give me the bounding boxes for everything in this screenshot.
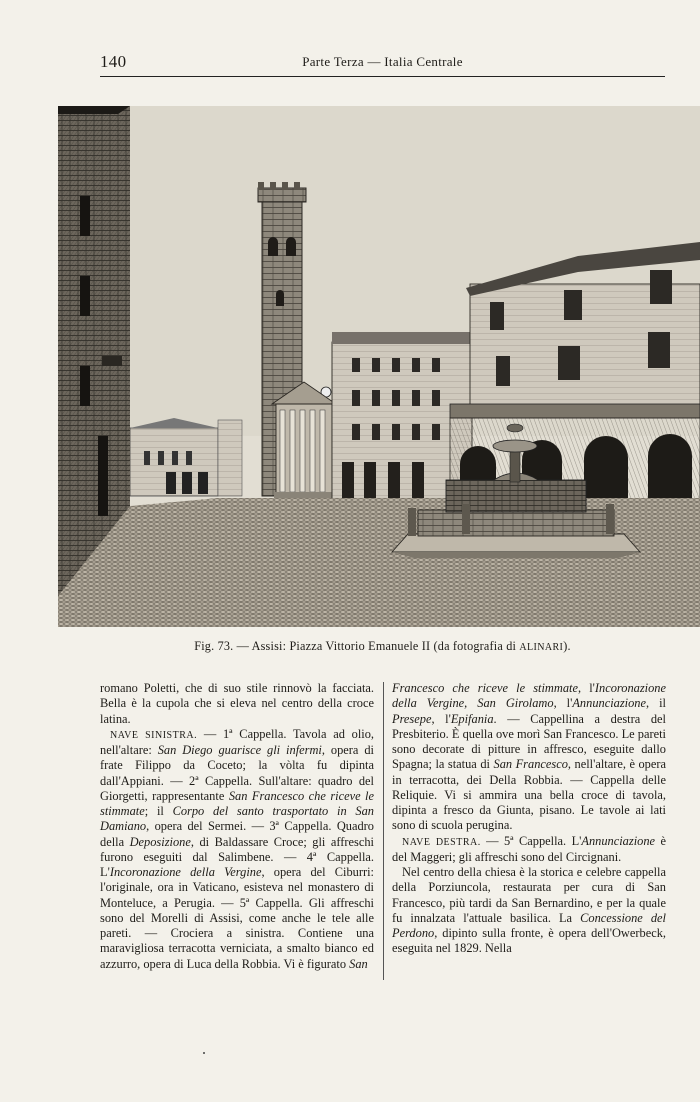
caption-credit: ALINARI — [519, 642, 564, 653]
artwork-title: San — [349, 956, 368, 971]
text-run: . — Cappellina a destra del Presbiterio. È quella ove morì San Francesco. Le pareti sono decorate di pitture in affresco, eseguite dallo Spagna; la statua di — [392, 711, 666, 772]
figure-engraving — [58, 106, 700, 627]
paragraph — [392, 681, 666, 834]
column-rule — [383, 682, 384, 980]
text-run: , opera del Sermei. — 3ª Cappella. Quadro della — [100, 819, 374, 849]
paper-speck — [203, 1052, 205, 1054]
artwork-title: Francesco che riceve le stimmate — [392, 681, 578, 695]
caption-text: Fig. 73. — Assisi: Piazza Vittorio Emanuele II (da fotografia di — [194, 639, 520, 653]
artwork-title: Corpo del santo trasportato in San Damiano — [100, 804, 374, 834]
text-run: , l' — [577, 681, 595, 695]
left-column — [100, 681, 374, 972]
paragraph: romano Poletti, che di suo stile rinnovò la facciata. Bella è la cupola che si eleva nel centro della croce latina. — [100, 681, 374, 726]
artwork-title: San Francesco che riceve le stimmate — [100, 788, 374, 818]
right-column — [392, 681, 666, 957]
paragraph-porziuncola — [392, 865, 666, 957]
paragraph-nave-sinistra — [100, 727, 374, 972]
text-run: , nell'altare, è opera in terracotta, dei Della Robbia. — Cappella delle Reliquie. Vi si ammira una bella croce di tavola, dipinta a fresco da Giunta, pisano. Le tavole ai lati sono di scuola perugina. — [392, 757, 667, 833]
artwork-title: Deposizione — [129, 834, 191, 849]
caption-suffix: ). — [563, 639, 571, 653]
page-header — [100, 52, 665, 77]
artwork-title: Presepe — [392, 711, 432, 726]
piazza-engraving — [58, 106, 700, 627]
artwork-title: Epifania — [450, 711, 494, 726]
artwork-title: San Diego guarisce gli infermi — [157, 743, 322, 757]
artwork-title: San Francesco — [493, 757, 568, 772]
text-run: — 1ª Cappella. Tavola ad olio, nell'altare: — [100, 726, 374, 757]
section-lead: NAVE DESTRA. — [402, 836, 481, 848]
section-lead: NAVE SINISTRA. — [110, 729, 198, 741]
text-run: è del Maggeri; gli affreschi sono del Circignani. — [392, 833, 666, 864]
artwork-title: Incoronazione della Vergine, San Girolamo — [392, 681, 666, 711]
text-run: , di Baldassare Croce; gli affreschi furono eseguiti dal Salimbene. — 4ª Cappella. L' — [100, 834, 374, 879]
page-number: 140 — [100, 52, 127, 71]
text-run: — 5ª Cappella. L' — [480, 833, 582, 848]
figure-caption — [100, 639, 665, 654]
artwork-title: Concessione del Perdono — [392, 910, 667, 940]
paragraph-nave-destra — [392, 834, 666, 866]
text-run: , opera di frate Filippo da Coceto; la vòlta fu dipinta dall'Appiani. — 2ª Cappella. Sull'altare: quadro del Giorgetti, rappresentante — [100, 743, 374, 803]
text-run: , opera del Ciburri: l'originale, ora in Vaticano, esisteva nel monastero di Monteluce, a Perugia. — 5ª Cappella. Gli affreschi sono del Morelli di Assisi, come anche le tele alle pareti. — Crociera a sinistra. Contiene una maravigliosa terracotta verniciata, a smalto bianco ed azzurro, opera di Luca della Robbia. Vi è figurato — [100, 865, 375, 971]
text-run: Nel centro della chiesa è la storica e celebre cappella della Porziuncola, restaurata per cura di San Francesco, più tardi da San Bernardino, e per la quale fu innalzata l'attuale basilica. La — [392, 865, 666, 925]
text-run: , l' — [431, 711, 451, 726]
text-run: , dipinto sulla fronte, è opera dell'Owerbeck, eseguita nel 1829. Nella — [392, 926, 666, 956]
text-run: , l' — [553, 696, 573, 711]
artwork-title: Annunciazione — [581, 833, 656, 848]
artwork-title: Annunciazione — [572, 696, 647, 711]
text-run: , il — [646, 696, 666, 711]
artwork-title: Incoronazione della Vergine — [109, 865, 262, 879]
running-title: Parte Terza — Italia Centrale — [302, 54, 463, 69]
text-run: ; il — [144, 804, 173, 818]
